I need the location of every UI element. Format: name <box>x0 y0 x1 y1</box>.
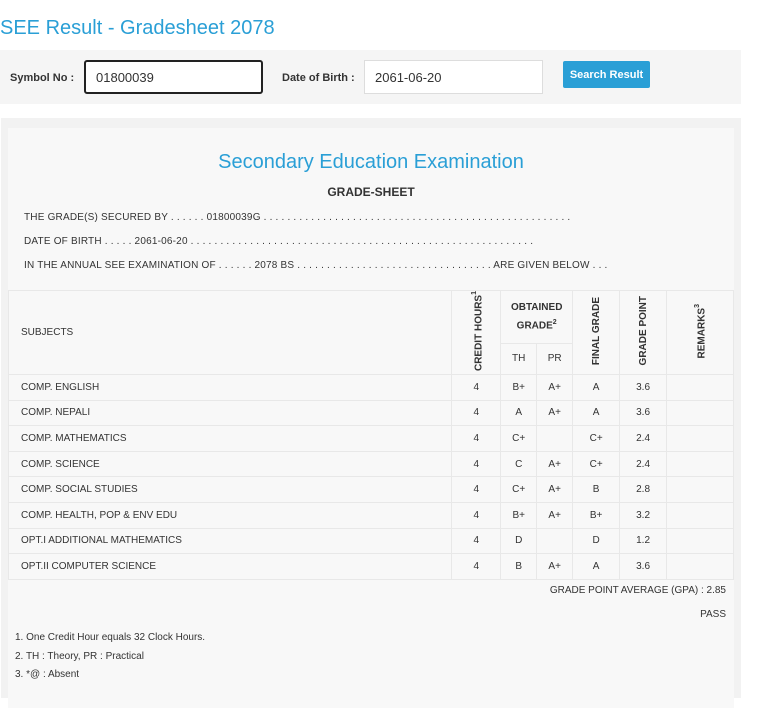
dob-line: DATE OF BIRTH . . . . . 2061-06-20 . . . . . . . . . . . . . . . . . . . . . . . . . . . . . . . . . . . . . . . . . . . . . . . . . . . . . . . . . . <box>24 236 534 247</box>
credit-cell: 4 <box>452 375 501 401</box>
obtained-grade-header: OBTAINED GRADE$^2$ <box>501 291 573 344</box>
remarks-cell <box>667 528 734 554</box>
page-title: SEE Result - Gradesheet 2078 <box>0 17 275 39</box>
remarks-cell <box>667 503 734 529</box>
gradesheet <box>8 128 734 708</box>
subject-cell: OPT.II COMPUTER SCIENCE <box>9 554 452 580</box>
table-row <box>9 375 734 401</box>
pr-grade-cell: A+ <box>537 451 573 477</box>
subject-cell: COMP. SCIENCE <box>9 451 452 477</box>
pr-grade-cell <box>537 426 573 452</box>
grade-point-cell: 3.6 <box>620 554 667 580</box>
th-grade-cell: B+ <box>501 375 537 401</box>
credit-hours-header: CREDIT HOURS$^1$ <box>452 291 501 375</box>
subject-cell: COMP. ENGLISH <box>9 375 452 401</box>
pr-grade-cell: A+ <box>537 477 573 503</box>
credit-cell: 4 <box>452 451 501 477</box>
table-row <box>9 451 734 477</box>
th-grade-cell: B <box>501 554 537 580</box>
th-grade-cell: D <box>501 528 537 554</box>
result-status: PASS <box>700 609 726 620</box>
final-grade-cell: C+ <box>573 451 620 477</box>
remarks-cell <box>667 400 734 426</box>
final-grade-cell: A <box>573 400 620 426</box>
grade-point-cell: 3.2 <box>620 503 667 529</box>
subject-cell: COMP. HEALTH, POP & ENV EDU <box>9 503 452 529</box>
grade-secured-line: THE GRADE(S) SECURED BY . . . . . . 01800039G . . . . . . . . . . . . . . . . . . . . . . . . . . . . . . . . . . . . . . . . . . . . . . . . . . . . <box>24 212 571 223</box>
subject-cell: OPT.I ADDITIONAL MATHEMATICS <box>9 528 452 554</box>
pr-grade-cell <box>537 528 573 554</box>
th-grade-cell: C <box>501 451 537 477</box>
grade-point-cell: 2.4 <box>620 426 667 452</box>
table-row <box>9 528 734 554</box>
subject-cell: COMP. SOCIAL STUDIES <box>9 477 452 503</box>
dob-input[interactable] <box>364 60 543 94</box>
grade-point-cell: 3.6 <box>620 375 667 401</box>
search-bar <box>0 50 741 104</box>
th-grade-cell: C+ <box>501 426 537 452</box>
dob-label: Date of Birth : <box>282 72 355 84</box>
remarks-header: REMARKS$^3$ <box>667 291 734 375</box>
gradesheet-panel <box>1 118 741 698</box>
grade-point-cell: 2.8 <box>620 477 667 503</box>
final-grade-header: FINAL GRADE <box>573 291 620 375</box>
exam-year-line: IN THE ANNUAL SEE EXAMINATION OF . . . . . . 2078 BS . . . . . . . . . . . . . . . . . . . . . . . . . . . . . . . . . ARE GIVEN BELOW . . . <box>24 260 608 271</box>
final-grade-cell: B <box>573 477 620 503</box>
th-grade-cell: C+ <box>501 477 537 503</box>
credit-cell: 4 <box>452 554 501 580</box>
final-grade-cell: B+ <box>573 503 620 529</box>
gpa-line: GRADE POINT AVERAGE (GPA) : 2.85 <box>549 585 726 596</box>
symbol-no-input[interactable] <box>84 60 263 94</box>
grade-point-cell: 1.2 <box>620 528 667 554</box>
table-row <box>9 477 734 503</box>
remarks-cell <box>667 477 734 503</box>
final-grade-cell: D <box>573 528 620 554</box>
final-grade-cell: A <box>573 554 620 580</box>
credit-cell: 4 <box>452 528 501 554</box>
note-th-pr: 2. TH : Theory, PR : Practical <box>15 651 144 662</box>
note-credit-hour: 1. One Credit Hour equals 32 Clock Hours. <box>15 632 206 643</box>
exam-title: Secondary Education Examination <box>218 151 524 173</box>
remarks-cell <box>667 375 734 401</box>
grade-point-cell: 3.6 <box>620 400 667 426</box>
pr-grade-cell: A+ <box>537 375 573 401</box>
grade-point-header: GRADE POINT <box>620 291 667 375</box>
subjects-header: SUBJECTS <box>9 291 452 375</box>
symbol-no-label: Symbol No : <box>10 72 75 84</box>
credit-cell: 4 <box>452 426 501 452</box>
final-grade-cell: C+ <box>573 426 620 452</box>
table-row <box>9 400 734 426</box>
subject-cell: COMP. NEPALI <box>9 400 452 426</box>
table-row <box>9 426 734 452</box>
pr-header: PR <box>537 343 573 374</box>
credit-cell: 4 <box>452 400 501 426</box>
pr-grade-cell: A+ <box>537 400 573 426</box>
th-header: TH <box>501 343 537 374</box>
gradesheet-subtitle: GRADE-SHEET <box>327 185 415 199</box>
table-row <box>9 554 734 580</box>
table-row <box>9 503 734 529</box>
subject-cell: COMP. MATHEMATICS <box>9 426 452 452</box>
remarks-cell <box>667 426 734 452</box>
remarks-cell <box>667 554 734 580</box>
final-grade-cell: A <box>573 375 620 401</box>
pr-grade-cell: A+ <box>537 554 573 580</box>
credit-cell: 4 <box>452 503 501 529</box>
search-result-button[interactable]: Search Result <box>563 61 650 88</box>
grade-table <box>8 290 734 580</box>
credit-cell: 4 <box>452 477 501 503</box>
th-grade-cell: A <box>501 400 537 426</box>
note-absent: 3. *@ : Absent <box>15 669 80 680</box>
grade-point-cell: 2.4 <box>620 451 667 477</box>
pr-grade-cell: A+ <box>537 503 573 529</box>
th-grade-cell: B+ <box>501 503 537 529</box>
remarks-cell <box>667 451 734 477</box>
